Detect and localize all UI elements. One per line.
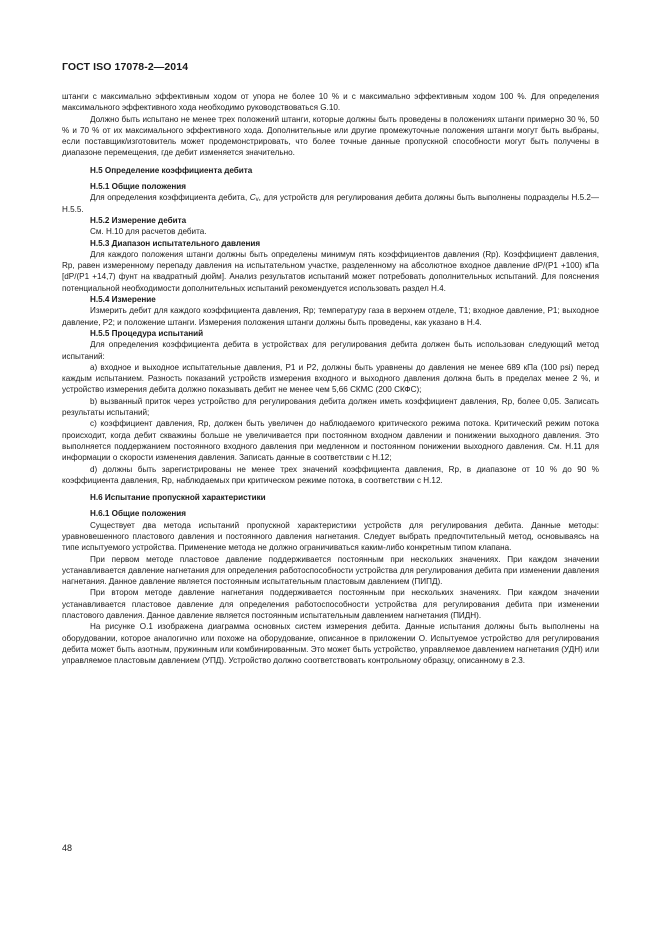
paragraph: Для каждого положения штанги должны быть определены минимум пять коэффициентов давления (Rp). Коэффициент давления, Rp, равен измеренному перепаду давления на испытательном участке, разделенному на абсолютное входное давление dP/(P1 +100) кПа [dP/(P1 +14,7) фунт на квадратный дюйм]. Анализ результатов испытаний может потребовать дополнительных испытаний. Для пояснения потенциальной необходимости дополнительных испытаний рекомендуется использовать раздел H.4. xyxy=(62,249,599,293)
subsection-heading: H.6.1 Общие положения xyxy=(90,509,187,519)
paragraph: Существует два метода испытаний пропускной характеристики устройств для регулирования дебита. Данные методы: уравновешенного пластового давления и постоянного давления нагнетания. Следует выбрать предпочтительный метод, основываясь на типе испытуемого устройства. Применение метода не должно ограничиваться каким-либо конкретным типом клапана. xyxy=(62,520,599,553)
paragraph: На рисунке О.1 изображена диаграмма основных систем измерения дебита. Данные испытания должны быть выполнены на оборудовании, которое аналогично или похоже на оборудование, описанное в приложении О. Испытуемое устройство для регулирования дебита может быть азотным, пружинным или комбинированным. Это может быть устройство, управляемое давлением нагнетания (УДН) или управляемое пластовым давлением (УПД). Устройство должно соответствовать контрольному образцу, описанному в 2.3. xyxy=(62,622,599,666)
section-heading: H.6 Испытание пропускной характеристики xyxy=(90,493,266,503)
paragraph: Должно быть испытано не менее трех положений штанги, которые должны быть проведены в положениях штанги примерно 30 %, 50 % и 70 % от их максимального эффективного хода. Дополнительные или другие промежуточные положения штанги могут быть выбраны, если поставщик/изготовитель может продемонстрировать, что более точные данные пропускной способности могут быть получены в диапазоне перемещения, где дебит изменяется значительно. xyxy=(62,114,599,158)
subsection-heading: H.5.3 Диапазон испытательного давления xyxy=(90,238,261,248)
section-heading: H.5 Определение коэффициента дебита xyxy=(90,165,253,175)
paragraph: Измерить дебит для каждого коэффициента давления, Rp; температуру газа в верхнем отделе, T1; входное давление, P1; выходное давление, P2; и положение штанги. Измерения положения штанги должны быть проведены, как указано в H.4. xyxy=(62,306,599,327)
document-body xyxy=(62,91,599,667)
list-item: d) должны быть зарегистрированы не менее трех значений коэффициента давления, Rp, в диапазоне от 10 % до 90 % коэффициента давления, Rp, наблюдаемых при критическом режиме потока, в соответствии с H.12. xyxy=(62,464,599,485)
paragraph: При первом методе пластовое давление поддерживается постоянным при нескольких значениях. При каждом значении устанавливается давление нагнетания для определения работоспособности устройства для регулирования дебита при изменении давления нагнетания. Данное давление является постоянным испытательным пластовым давлением (ПИПД). xyxy=(62,554,599,587)
subsection-heading: H.5.5 Процедура испытаний xyxy=(90,328,204,338)
list-item: c) коэффициент давления, Rp, должен быть увеличен до наблюдаемого критического режима потока. Критический режим потока происходит, когда дебит скважины больше не увеличивается при постоянном входном давлении и понижении выходного давления. Это выполняется поддержанием постоянного входного давления при медленном и постоянном понижении выходного давления. См. H.11 для информации о скорости изменения давления. Записать данные в соответствии с H.12; xyxy=(62,419,599,463)
paragraph: При втором методе давление нагнетания поддерживается постоянным при нескольких значениях. При каждом значении устанавливается пластовое давление для определения работоспособности устройства для регулирования дебита при изменении пластового давления. Данное давление является постоянным испытательным давлением нагнетания (ПИДН). xyxy=(62,588,599,621)
variable: C xyxy=(249,193,256,203)
subsection-heading: H.5.4 Измерение xyxy=(90,295,156,305)
page-number: 48 xyxy=(62,843,73,853)
subscript: v xyxy=(255,197,259,204)
subsection-heading: H.5.2 Измерение дебита xyxy=(90,215,187,225)
subsection-heading: H.5.1 Общие положения xyxy=(90,182,187,192)
text-run: , для устройств для регулирования дебита должны быть выполнены подразделы H.5.2—H.5.5. xyxy=(62,193,599,214)
paragraph: Для определения коэффициента дебита в устройствах для регулирования дебита должен быть использован следующий метод испытаний: xyxy=(62,340,599,361)
list-item: b) вызванный приток через устройство для регулирования дебита должен иметь коэффициент давления, Rp, более 0,05. Записать результаты испытаний; xyxy=(62,396,599,418)
paragraph: штанги с максимально эффективным ходом от упора не более 10 % и с максимально эффективным ходом 100 %. Для определения максимального эффективного хода необходимо руководствоваться G.10. xyxy=(62,92,599,113)
paragraph xyxy=(62,192,599,215)
paragraph: См. H.10 для расчетов дебита. xyxy=(90,227,207,237)
document-header: ГОСТ ISO 17078-2—2014 xyxy=(62,61,189,73)
list-item: a) входное и выходное испытательные давления, P1 и P2, должны быть уравнены до давления не менее 689 кПа (100 psi) перед каждым испытанием. Разность показаний устройств измерения входного и выходного давления должна быть в пределах менее 2 %, и устройство измерения дебита должно показывать дебит не менее чем 5,66 СКМС (200 СКФС); xyxy=(62,362,599,395)
text-run: Для определения коэффициента дебита, xyxy=(90,193,250,203)
